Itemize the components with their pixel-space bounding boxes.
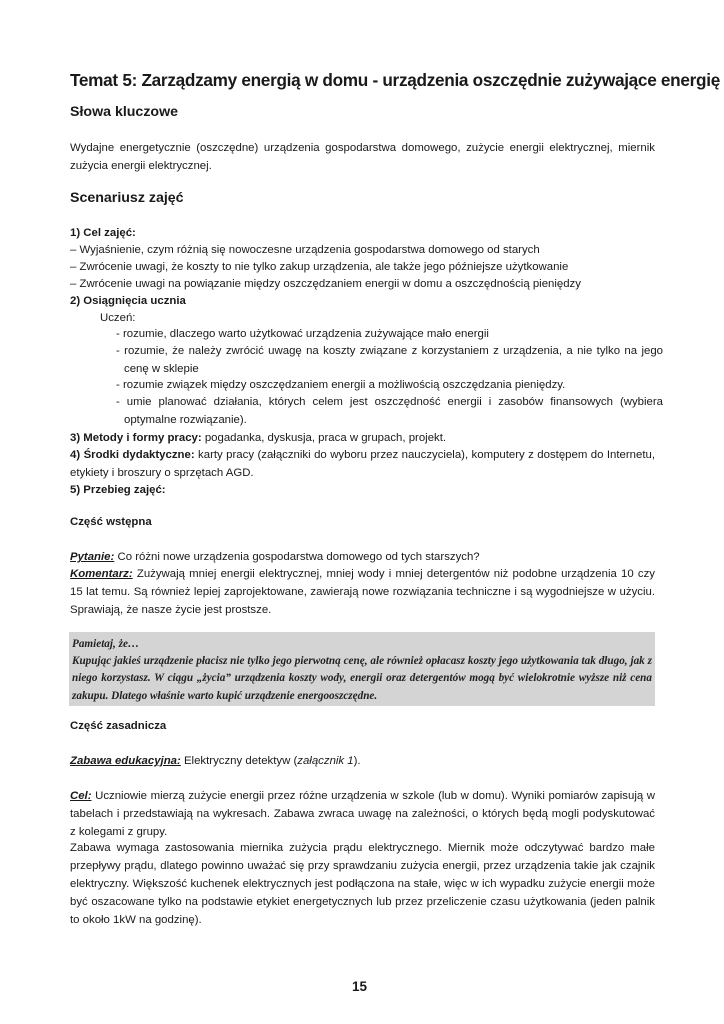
- goal-item-1: – Wyjaśnienie, czym różnią się nowoczesne urządzenia gospodarstwa domowego od starych: [70, 244, 540, 256]
- achievement-item-4: - umie planować działania, których celem jest oszczędność energii i zasobów finansowych (wybiera optymalne rozwiązanie).: [116, 396, 663, 426]
- game-end: ).: [353, 755, 361, 767]
- intro-heading: Część wstępna: [70, 516, 152, 528]
- goal-item-2: – Zwrócenie uwagi, że koszty to nie tylko zakup urządzenia, ale także jego późniejsze użytkowanie: [70, 261, 569, 273]
- question-line: [70, 548, 655, 566]
- student-label: Uczeń:: [100, 312, 136, 324]
- game-attachment: załącznik 1: [297, 755, 354, 767]
- main-goal-paragraph: [70, 787, 655, 841]
- goal-item-3: – Zwrócenie uwagi na powiązanie między oszczędzaniem energii w domu a oszczędnością pieniędzy: [70, 278, 581, 290]
- keywords-text: Wydajne energetycznie (oszczędne) urządzenia gospodarstwa domowego, zużycie energii elektrycznej, miernik zużycia energii elektrycznej.: [70, 142, 655, 172]
- keywords-heading: Słowa kluczowe: [70, 104, 179, 120]
- methods-line: [70, 429, 655, 447]
- course-heading: 5) Przebieg zajęć:: [70, 484, 166, 496]
- achievements-heading: 2) Osiągnięcia ucznia: [70, 295, 186, 307]
- main-paragraph: Zabawa wymaga zastosowania miernika zużycia prądu elektrycznego. Miernik może odczytywać bardzo małe przepływy prądu, dlatego powinno uważać się przy sprawdzaniu zużycia energii, przez urządzenia takie jak czajnik elektryczny. Większość kuchenek elektrycznych jest podłączona na stałe, więc w ich wypadku zużycie energii może być oszacowane tylko na podstawie etykiet energetycznych lub przez przeliczenie czasu użytkowania (jeden palnik to około 1kW na godzinę).: [70, 842, 655, 926]
- page-number: 15: [352, 979, 368, 994]
- achievement-item-2: - rozumie, że należy zwrócić uwagę na koszty związane z korzystaniem z urządzenia, a nie tylko na jego cenę w sklepie: [116, 345, 663, 375]
- reminder-box: [69, 632, 655, 706]
- goal-heading: 1) Cel zajęć:: [70, 227, 136, 239]
- comment-paragraph: [70, 565, 655, 619]
- question-text: Co różni nowe urządzenia gospodarstwa domowego od tych starszych?: [114, 551, 480, 563]
- reminder-text: Kupując jakieś urządzenie płacisz nie tylko jego pierwotną cenę, ale również opłacasz koszty jego użytkowania tak długo, jak z niego korzystasz. W ciągu „życia” urządzenia koszty wody, energii oraz detergentów mogą być wielokrotnie wyższe niż cena zakupu. Dlatego właśnie warto kupić urządzenie energooszczędne.: [72, 655, 652, 702]
- question-label: Pytanie:: [70, 551, 115, 563]
- comment-label: Komentarz:: [70, 568, 133, 580]
- comment-text: Zużywają mniej energii elektrycznej, mniej wody i mniej detergentów niż podobne urządzenia 10 czy 15 lat temu. Są również lepiej zaprojektowane, zawierają nowe rozwiązania techniczne i są wygodniejsze w użyciu. Sprawiają, że nasze życie jest prostsze.: [70, 568, 655, 616]
- means-line: [70, 446, 655, 482]
- achievement-item-3: - rozumie związek między oszczędzaniem energii a możliwością oszczędzania pieniędzy.: [116, 379, 566, 391]
- main-heading: Część zasadnicza: [70, 720, 167, 732]
- game-label: Zabawa edukacyjna:: [70, 755, 181, 767]
- methods-text: pogadanka, dyskusja, praca w grupach, projekt.: [201, 432, 447, 444]
- main-goal-text: Uczniowie mierzą zużycie energii przez różne urządzenia w szkole (lub w domu). Wyniki pomiarów zapisują w tabelach i przedstawiają na wykresach. Zabawa zwraca uwagę na zależności, o których będą mogli podyskutować z kolegami z grupy.: [70, 790, 655, 838]
- means-text: karty pracy (załączniki do wyboru przez nauczyciela), komputery z dostępem do Internetu, etykiety i broszury o sprzętach AGD.: [70, 449, 655, 479]
- scenario-heading: Scenariusz zajęć: [70, 190, 184, 206]
- achievement-item-1: - rozumie, dlaczego warto użytkować urządzenia zużywające mało energii: [116, 328, 489, 340]
- means-label: 4) Środki dydaktyczne:: [70, 449, 195, 461]
- page-title: Temat 5: Zarządzamy energią w domu - urządzenia oszczędnie zużywające energię: [70, 70, 720, 90]
- reminder-title: Pamietaj, że…: [72, 638, 140, 650]
- game-text: Elektryczny detektyw (: [180, 755, 298, 767]
- methods-label: 3) Metody i formy pracy:: [70, 432, 202, 444]
- main-goal-label: Cel:: [70, 790, 92, 802]
- game-line: [70, 752, 655, 770]
